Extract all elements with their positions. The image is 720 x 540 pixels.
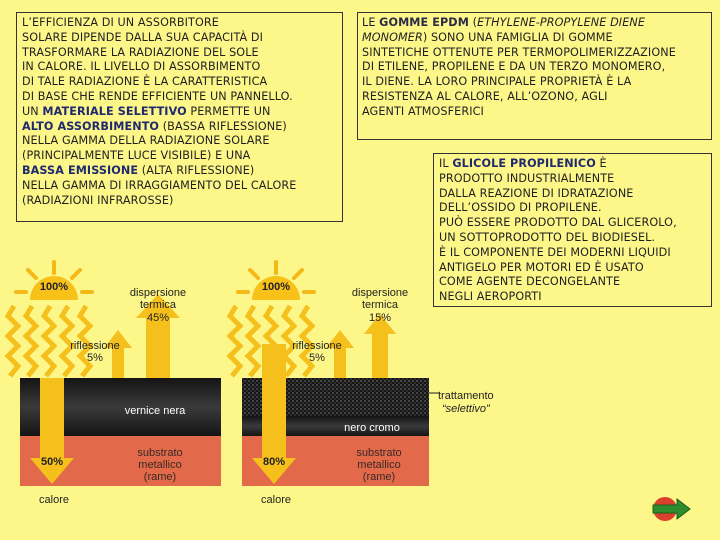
text-line: IL DIENE. LA LORO PRINCIPALE PROPRIETÀ È LA — [362, 75, 632, 89]
treatment-label: “selettivo” — [442, 403, 490, 415]
epdm-rubber-textbox — [357, 12, 712, 140]
substrate-label: metallico — [138, 459, 182, 471]
treatment-label: trattamento — [438, 390, 494, 402]
text-line: IN CALORE. IL LIVELLO DI ASSORBIMENTO — [22, 60, 261, 74]
text-line: IL GLICOLE PROPILENICO È — [439, 157, 607, 170]
text-line: NEGLI AEROPORTI — [439, 290, 542, 304]
reflection-value: 5% — [309, 352, 325, 364]
text-line: DALLA REAZIONE DI IDRATAZIONE — [439, 186, 634, 200]
dispersion-value: 45% — [146, 312, 170, 324]
sun-percentage: 100% — [39, 281, 69, 293]
substrate-label: substrato — [356, 447, 402, 459]
next-slide-button[interactable] — [647, 494, 693, 524]
reflection-label: riflessione — [292, 340, 342, 352]
dispersion-value: 15% — [368, 312, 392, 324]
text-line: BASSA EMISSIONE (ALTA RIFLESSIONE) — [22, 163, 255, 177]
text-line: PRODOTTO INDUSTRIALMENTE — [439, 171, 615, 185]
low-emission-term: BASSA EMISSIONE — [22, 163, 139, 177]
text-line: (PRINCIPALMENTE LUCE VISIBILE) E UNA — [22, 149, 251, 163]
reflection-value: 5% — [87, 352, 103, 364]
sun-percentage: 100% — [261, 281, 291, 293]
dispersion-label: termica — [361, 299, 399, 311]
text-line: UN SOTTOPRODOTTO DEL BIODIESEL. — [439, 230, 656, 244]
text-line: RESISTENZA AL CALORE, ALL’OZONO, AGLI — [362, 89, 608, 103]
selective-absorber-panel — [230, 262, 494, 506]
substrate-label: substrato — [137, 447, 183, 459]
text-line: MONOMER) SONO UNA FAMIGLIA DI GOMME — [362, 30, 613, 44]
text-line: UN MATERIALE SELETTIVO PERMETTE UN — [22, 104, 271, 118]
dispersion-label: dispersione — [129, 287, 187, 299]
selective-material-term: MATERIALE SELETTIVO — [42, 104, 187, 118]
text-line: È IL COMPONENTE DEI MODERNI LIQUIDI — [439, 245, 671, 259]
text-line: ALTO ASSORBIMENTO (BASSA RIFLESSIONE) — [22, 119, 287, 133]
text-line: NELLA GAMMA DI IRRAGGIAMENTO DEL CALORE — [22, 178, 297, 192]
text-line: DI ETILENE, PROPILENE E DA UN TERZO MONOMERO, — [362, 60, 666, 74]
reflection-label: riflessione — [70, 340, 120, 352]
dispersion-label: termica — [139, 299, 177, 311]
substrate-label: (rame) — [143, 471, 177, 483]
text-line: DELL’OSSIDO DI PROPILENE. — [439, 201, 602, 215]
epdm-term: GOMME EPDM — [379, 16, 469, 29]
text-line: SINTETICHE OTTENUTE PER TERMOPOLIMERIZZAZIONE — [362, 45, 676, 59]
text-line: SOLARE DIPENDE DALLA SUA CAPACITÀ DI — [22, 30, 264, 44]
solar-absorber-diagram — [0, 258, 520, 540]
text-line: PUÒ ESSERE PRODOTTO DAL GLICEROLO, — [439, 216, 677, 230]
text-line: COME AGENTE DECONGELANTE — [439, 275, 621, 289]
text-line: (RADIAZIONI INFRAROSSE) — [22, 193, 174, 207]
propylene-glycol-term: GLICOLE PROPILENICO — [452, 157, 596, 170]
text-line: LE GOMME EPDM (ETHYLENE-PROPYLENE DIENE — [362, 16, 646, 29]
reflection-arrow — [104, 330, 132, 378]
heat-label: calore — [39, 494, 69, 506]
absorbed-value: 80% — [262, 456, 286, 468]
absorbed-value: 50% — [40, 456, 64, 468]
standard-absorber-panel — [8, 262, 221, 506]
substrate-label: (rame) — [362, 471, 396, 483]
text-line: NELLA GAMMA DELLA RADIAZIONE SOLARE — [22, 134, 270, 148]
text-line: L’EFFICIENZA DI UN ASSORBITORE — [22, 16, 219, 29]
text-line: DI TALE RADIAZIONE È LA CARATTERISTICA — [22, 75, 268, 89]
absorber-efficiency-textbox — [16, 12, 343, 222]
layer-label: vernice nera — [124, 405, 186, 417]
dispersion-label: dispersione — [351, 287, 409, 299]
high-absorption-term: ALTO ASSORBIMENTO — [22, 119, 160, 133]
heat-label: calore — [261, 494, 291, 506]
layer-label: nero cromo — [344, 422, 400, 434]
text-line: ANTIGELO PER MOTORI ED È USATO — [439, 260, 644, 274]
substrate-label: metallico — [357, 459, 401, 471]
text-line: DI BASE CHE RENDE EFFICIENTE UN PANNELLO. — [22, 89, 293, 103]
text-line: AGENTI ATMOSFERICI — [362, 104, 484, 118]
reflection-arrow — [326, 330, 354, 378]
text-line: TRASFORMARE LA RADIAZIONE DEL SOLE — [22, 45, 259, 59]
